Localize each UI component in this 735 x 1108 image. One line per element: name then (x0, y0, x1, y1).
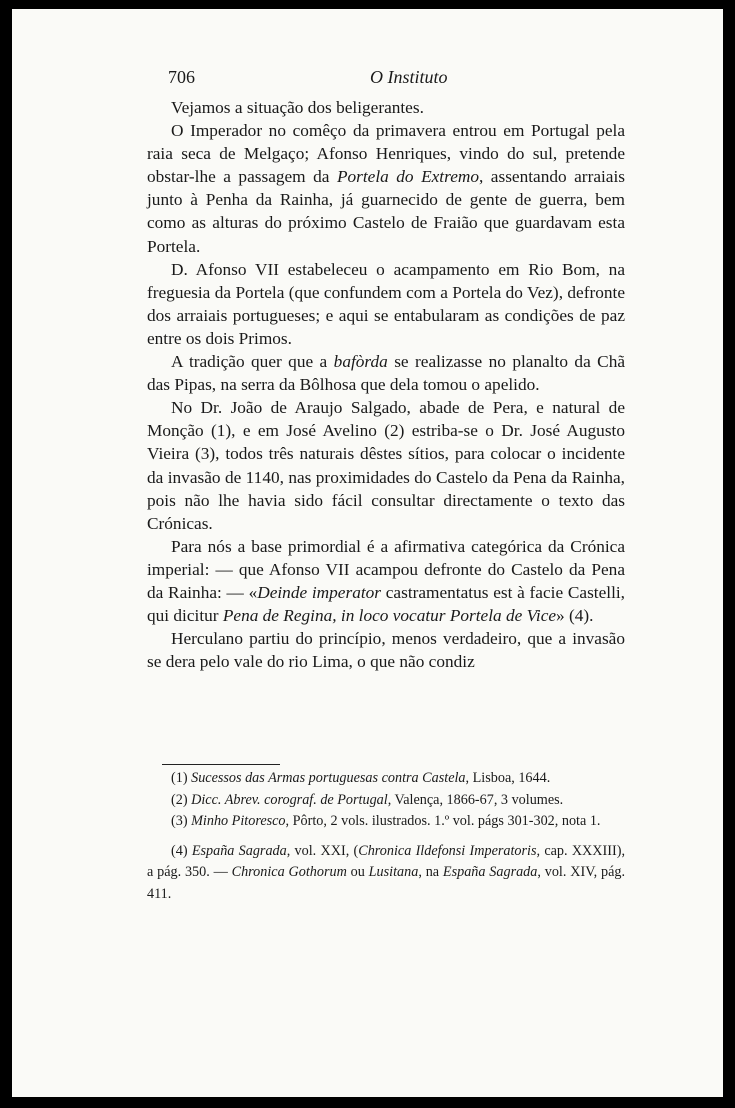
paragraph-text: se realizasse no planalto da Chã das Pipas, na serra da Bôlhosa que dela tomou o apelido. (147, 352, 626, 395)
latin-quote-italic: Pena de Regina, in loco vocatur Portela de Vice (222, 606, 557, 626)
latin-quote-italic: Deinde imperator (257, 582, 382, 602)
footnote-2 (147, 790, 625, 812)
paragraph-1 (147, 96, 625, 119)
citation-text: , Lisboa, 1644. (465, 770, 551, 786)
paragraph-text: No Dr. João de Araujo Salgado, abade de Pera, e natural de Monção (1), e em José Avelino (2) estriba-se o Dr. José Augusto Vieira (3), todos três naturais dêstes sítios, para colocar o incidente da invasão de 1140, nas proximidades do Castelo da Pena da Rainha, pois não lhe havia sido fácil consultar directamente o texto das Crónicas. (147, 398, 625, 533)
citation-text: cap. XXXIII), a pág. 350. — (147, 842, 625, 881)
citation-text: , Valença, 1866-67, 3 volumes. (387, 791, 564, 808)
running-title: O Instituto (370, 67, 448, 87)
citation-title: Dicc. Abrev. corograf. de Portugal (191, 791, 388, 808)
footnote-rule (162, 764, 280, 765)
paragraph-text: castramentatus est à facie Castelli, qui dicitur (147, 582, 625, 626)
citation-text: ou (346, 864, 369, 881)
citation-title: Chronica Ildefonsi Imperatoris, (358, 842, 541, 859)
page-number: 706 (168, 67, 195, 87)
paragraph-text: Herculano partiu do princípio, menos verdadeiro, que a invasão se dera pelo vale do rio Lima, o que não condiz (147, 629, 625, 672)
paragraph-text: Vejamos a situação dos beligerantes. (171, 98, 424, 117)
citation-title: España Sagrada (191, 842, 287, 859)
paragraph-4 (147, 350, 625, 396)
paragraph-5 (147, 396, 625, 535)
paragraph-text: , assentando arraiais junto à Penha da Rainha, já guarnecido de gente de guerra, bem como as alturas do próximo Castelo de Fraião que guardavam esta Portela. (147, 167, 625, 256)
paragraph-text: A tradição quer que a (171, 352, 334, 372)
citation-title: España Sagrada (442, 864, 538, 881)
page-header (168, 67, 648, 97)
footnote-marker: (2) (171, 791, 188, 808)
footnote-1 (147, 768, 625, 790)
footnotes (147, 768, 625, 906)
footnote-marker: (1) (171, 770, 188, 786)
paragraph-3 (147, 258, 625, 350)
paragraph-text: O Imperador no comêço da primavera entrou em Portugal pela raia seca de Melgaço; Afonso Henriques, vindo do sul, pretende obstar-lhe a passagem da (147, 121, 625, 187)
citation-title: Minho Pitoresco (191, 813, 286, 830)
footnote-marker: (4) (171, 842, 188, 859)
paragraph-text: D. Afonso VII estabeleceu o acampamento em Rio Bom, na freguesia da Portela (que confundem com a Portela do Vez), defronte dos arraiais portugueses; e aqui se entabularam as condições de paz entre os dois Primos. (147, 259, 625, 348)
citation-title: Lusitana (368, 864, 419, 881)
main-text (147, 96, 625, 673)
place-name-italic: Portela do Extremo (336, 167, 479, 187)
citation-title: Sucessos das Armas portuguesas contra Castela (191, 770, 466, 786)
citation-text: , Pôrto, 2 vols. ilustrados. 1.º vol. págs 301-302, nota 1. (285, 813, 601, 830)
paragraph-7 (147, 627, 625, 673)
citation-text: , na (418, 864, 443, 881)
footnote-4 (147, 841, 625, 906)
term-italic: bafòrda (333, 352, 388, 372)
citation-text: , vol. XIV, pág. 411. (147, 864, 626, 902)
paragraph-text: Para nós a base primordial é a afirmativa categórica da Crónica imperial: — que Afonso VII acampou defronte do Castelo da Pena da Rainha: — « (147, 536, 625, 602)
paragraph-2 (147, 119, 625, 258)
citation-text: , vol. XXI, ( (286, 842, 359, 859)
footnote-marker: (3) (171, 813, 188, 830)
footnote-3 (147, 811, 625, 833)
citation-title: Chronica Gothorum (231, 864, 347, 881)
paragraph-text: » (4). (556, 606, 594, 626)
paragraph-6 (147, 535, 625, 627)
